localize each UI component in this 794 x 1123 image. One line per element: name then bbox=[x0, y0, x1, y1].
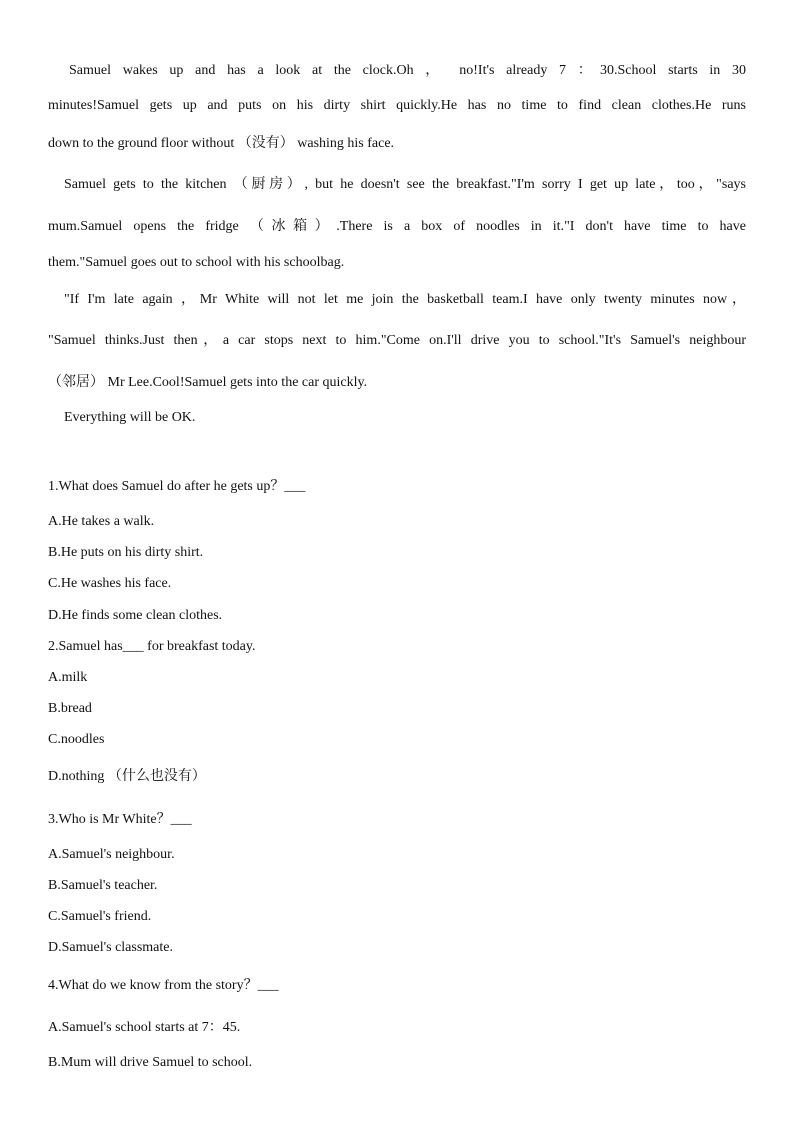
answer-option[interactable]: D.nothing （什么也没有） bbox=[48, 769, 206, 784]
passage-line: minutes!Samuel gets up and puts on his dirty shirt quickly.He has no time to find clean clothes.He runs bbox=[48, 98, 746, 113]
answer-option[interactable]: D.Samuel's classmate. bbox=[48, 940, 173, 955]
answer-option[interactable]: A.milk bbox=[48, 670, 88, 685]
passage-line: Samuel wakes up and has a look at the clock.Oh ， no!It's already 7 ：30.School starts in 30 bbox=[69, 63, 746, 78]
passage-line: Samuel gets to the kitchen （厨房）, but he doesn't see the breakfast."I'm sorry I get up late，too，"says bbox=[64, 177, 746, 192]
passage-line: （邻居） Mr Lee.Cool!Samuel gets into the car quickly. bbox=[48, 375, 368, 390]
answer-option[interactable]: B.Samuel's teacher. bbox=[48, 878, 158, 893]
answer-option[interactable]: B.bread bbox=[48, 701, 92, 716]
answer-option[interactable]: A.Samuel's school starts at 7：45. bbox=[48, 1020, 241, 1035]
passage-line: down to the ground floor without （没有） washing his face. bbox=[48, 136, 395, 151]
passage-line: mum.Samuel opens the fridge （冰箱）.There is a box of noodles in it."I don't have time to have bbox=[48, 219, 746, 234]
answer-option[interactable]: A.Samuel's neighbour. bbox=[48, 847, 175, 862]
answer-option[interactable]: C.Samuel's friend. bbox=[48, 909, 152, 924]
answer-option[interactable]: C.He washes his face. bbox=[48, 576, 172, 591]
answer-option[interactable]: D.He finds some clean clothes. bbox=[48, 608, 223, 623]
question-stem: 4.What do we know from the story？___ bbox=[48, 978, 279, 993]
answer-option[interactable]: B.He puts on his dirty shirt. bbox=[48, 545, 204, 560]
answer-option[interactable]: C.noodles bbox=[48, 732, 105, 747]
question-stem: 3.Who is Mr White？___ bbox=[48, 812, 192, 827]
answer-option[interactable]: B.Mum will drive Samuel to school. bbox=[48, 1055, 253, 1070]
answer-option[interactable]: A.He takes a walk. bbox=[48, 514, 155, 529]
passage-line: "If I'm late again ，Mr White will not let me join the basketball team.I have only twenty minutes now， bbox=[64, 292, 746, 307]
question-stem: 2.Samuel has___ for breakfast today. bbox=[48, 639, 256, 654]
question-stem: 1.What does Samuel do after he gets up？___ bbox=[48, 479, 306, 494]
passage-line: them."Samuel goes out to school with his schoolbag. bbox=[48, 255, 345, 270]
passage-line: Everything will be OK. bbox=[64, 410, 196, 425]
passage-line: "Samuel thinks.Just then，a car stops next to him."Come on.I'll drive you to school."It's Samuel's neighbour bbox=[48, 333, 746, 348]
